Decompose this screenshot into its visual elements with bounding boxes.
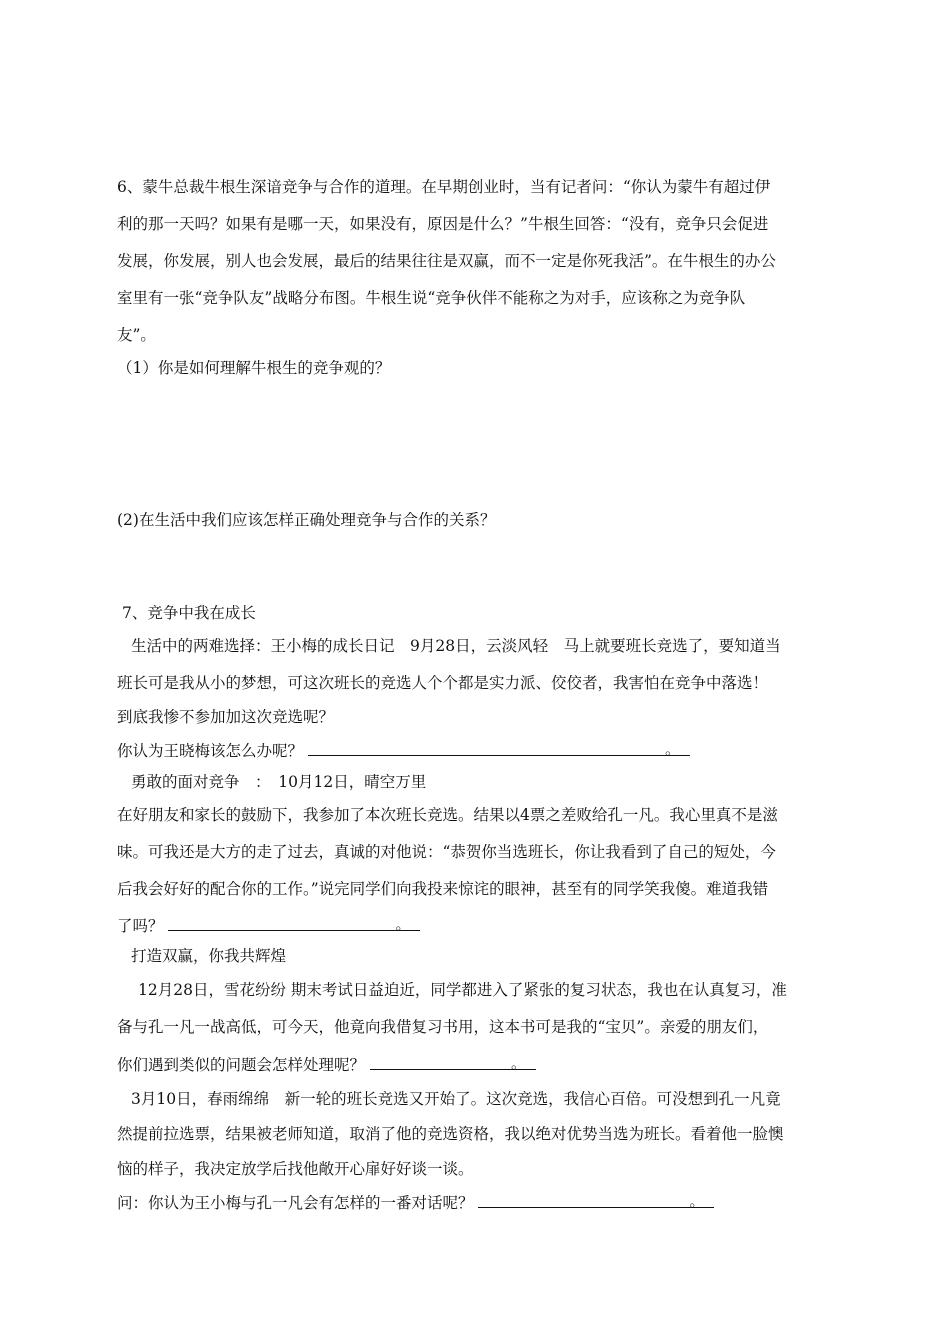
q7-p4-line-3: 恼的样子，我决定放学后找他敞开心扉好好谈一谈。: [117, 1160, 474, 1178]
q7-ask-4: [117, 1191, 714, 1213]
answer-blank-1-period: 。: [664, 740, 680, 758]
q6-subquestion-2: (2)在生活中我们应该怎样正确处理竞争与合作的关系？: [117, 511, 496, 529]
q7-p4-line-1: 3月10日，春雨绵绵 新一轮的班长竞选又开始了。这次竞选，我信心百倍。可没想到孔一凡竟: [131, 1090, 781, 1108]
q7-p3-line-1: 12月28日，雪花纷纷 期末考试日益迫近，同学都进入了紧张的复习状态，我也在认真复习，准: [138, 981, 787, 999]
q6-line-4: 室里有一张“竞争队友”战略分布图。牛根生说“竞争伙伴不能称之为对手，应该称之为竞争队: [117, 289, 746, 307]
answer-blank-3[interactable]: [370, 1053, 536, 1070]
q7-p2-line-3: 后我会好好的配合你的工作。”说完同学们向我投来惊诧的眼神，甚至有的同学笑我傻。难道我错: [117, 880, 769, 898]
q7-section-3-title: 打造双赢，你我共辉煌: [131, 947, 287, 965]
q7-p2-line-2: 味。可我还是大方的走了过去，真诚的对他说：“恭贺你当选班长，你让我看到了自己的短处，今: [117, 843, 776, 861]
q7-ask-1-text: 你认为王晓梅该怎么办呢？: [117, 742, 304, 760]
answer-blank-4-period: 。: [689, 1192, 705, 1210]
q6-line-3: 发展，你发展，别人也会发展，最后的结果往往是双赢，而不一定是你死我活”。在牛根生的办公: [117, 252, 776, 270]
answer-blank-3-period: 。: [510, 1054, 526, 1072]
q7-ask-4-text: 问：你认为王小梅与孔一凡会有怎样的一番对话呢？: [117, 1194, 474, 1212]
q7-title: 7、竞争中我在成长: [122, 604, 256, 622]
q6-subquestion-1: （1）你是如何理解牛根生的竞争观的？: [117, 359, 391, 377]
q6-line-2: 利的那一天吗？如果有是哪一天，如果没有，原因是什么？”牛根生回答：“没有，竞争只会促进: [117, 215, 769, 233]
q7-p3-line-3: [117, 1053, 536, 1075]
q7-p3-line-2: 备与孔一凡一战高低，可今天，他竟向我借复习书用，这本书可是我的“宝贝”。亲爱的朋友们，: [117, 1018, 769, 1036]
q7-p2-line-1: 在好朋友和家长的鼓励下，我参加了本次班长竞选。结果以4票之差败给孔一凡。我心里真不是滋: [117, 806, 778, 824]
q7-p2-line-4: [117, 914, 420, 936]
q6-line-1: 6、蒙牛总裁牛根生深谙竞争与合作的道理。在早期创业时，当有记者问：“你认为蒙牛有超过伊: [117, 178, 771, 196]
q7-p1-line-1: 生活中的两难选择：王小梅的成长日记 9月28日，云淡风轻 马上就要班长竞选了，要知道当: [131, 637, 781, 655]
answer-blank-2[interactable]: [168, 914, 420, 931]
q6-line-5: 友”。: [117, 326, 156, 344]
answer-blank-4[interactable]: [478, 1191, 714, 1208]
q7-section-2-title: 勇敢的面对竞争 ： 10月12日，晴空万里: [131, 773, 427, 791]
answer-blank-2-period: 。: [395, 915, 411, 933]
q7-p1-line-3: 到底我惨不参加加这次竞选呢？: [117, 708, 335, 726]
q7-p3-line-3-text: 你们遇到类似的问题会怎样处理呢？: [117, 1056, 366, 1074]
q7-ask-1: [117, 739, 690, 761]
q7-p1-line-2: 班长可是我从小的梦想，可这次班长的竞选人个个都是实力派、佼佼者，我害怕在竞争中落选！: [117, 674, 769, 692]
q7-p4-line-2: 然提前拉选票，结果被老师知道，取消了他的竞选资格，我以绝对优势当选为班长。看着他一脸懊: [117, 1125, 784, 1143]
q7-p2-line-4-text: 了吗？: [117, 917, 164, 935]
answer-blank-1[interactable]: [308, 739, 690, 756]
